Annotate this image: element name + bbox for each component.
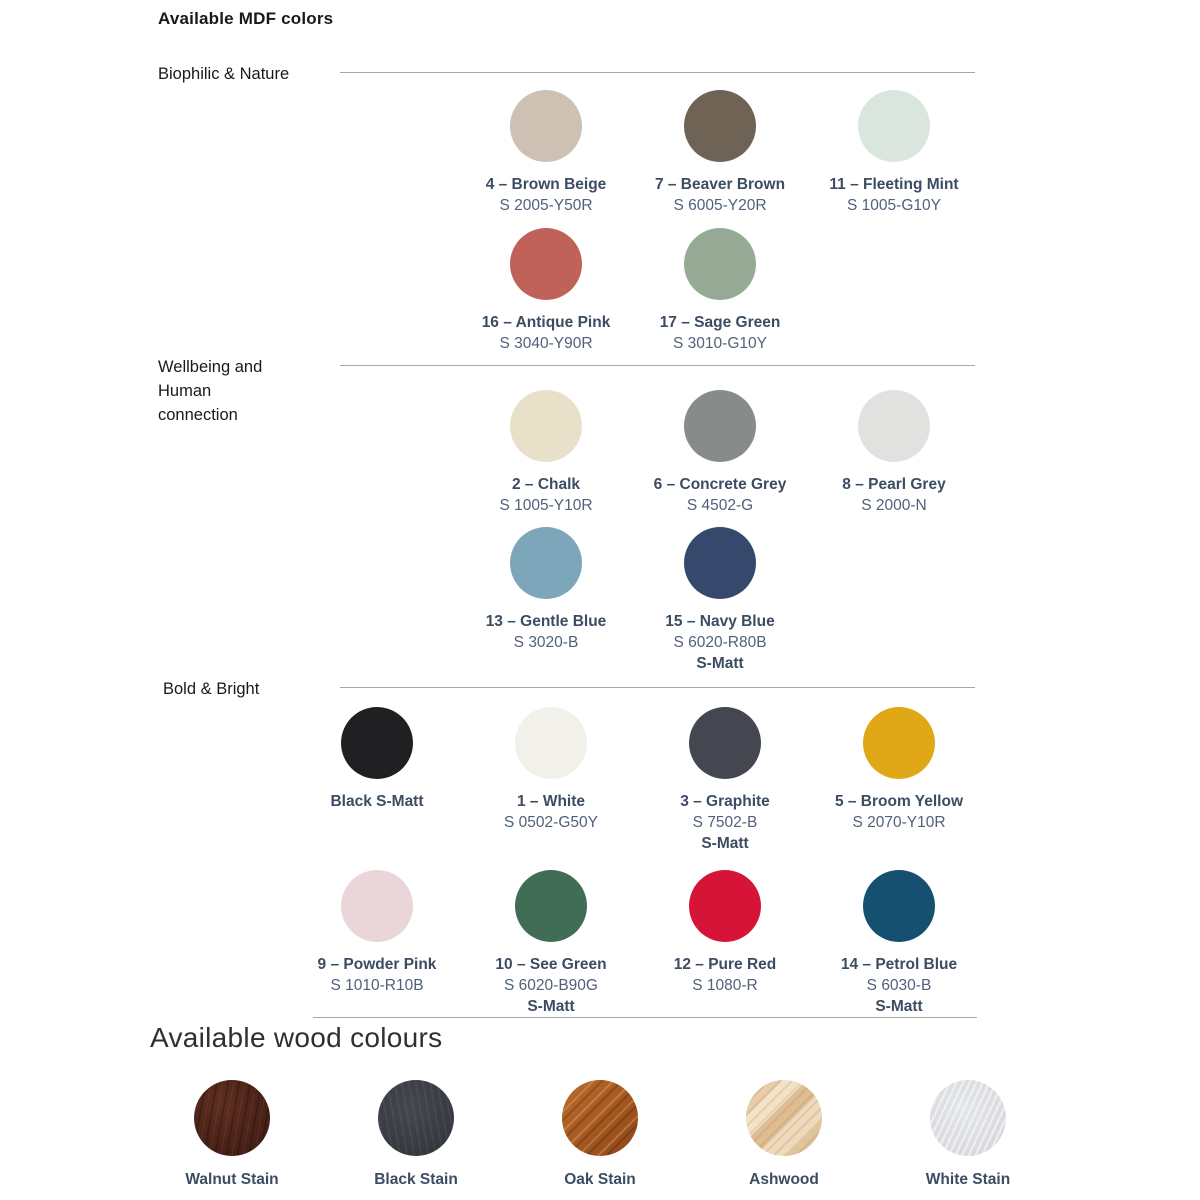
swatch-name: 1 – White	[516, 793, 586, 810]
swatch-name: 10 – See Green	[495, 956, 607, 973]
wood-section-title: Available wood colours	[150, 1022, 443, 1053]
swatch-finish: S-Matt	[696, 655, 744, 672]
swatch-circle	[863, 707, 935, 779]
swatch-circle	[510, 90, 582, 162]
swatch-circle	[863, 870, 935, 942]
swatch-name: 6 – Concrete Grey	[653, 476, 787, 493]
swatch-name: Black S-Matt	[330, 793, 424, 810]
section-heading: Wellbeing and Human connection	[158, 358, 263, 424]
color-swatch	[459, 90, 633, 216]
swatch-code: S 3020-B	[513, 634, 579, 651]
swatch-row	[459, 90, 981, 216]
swatch-name: 12 – Pure Red	[673, 956, 777, 973]
swatch-name: 17 – Sage Green	[659, 314, 781, 331]
swatch-code: S 7502-B	[692, 814, 758, 831]
swatch-name: 9 – Powder Pink	[317, 956, 437, 973]
swatch-row	[290, 870, 986, 1017]
swatch-code: S 1005-Y10R	[499, 497, 593, 514]
color-swatch	[692, 1080, 876, 1190]
swatch-name: 13 – Gentle Blue	[485, 613, 607, 630]
section-heading: Bold & Bright	[163, 680, 260, 698]
color-swatch	[638, 870, 812, 1017]
swatch-circle	[684, 90, 756, 162]
color-swatch	[324, 1080, 508, 1190]
color-swatch	[459, 228, 633, 354]
swatch-name: Ashwood	[749, 1171, 819, 1188]
swatch-circle	[858, 390, 930, 462]
swatch-circle	[515, 870, 587, 942]
swatch-code: S 2000-N	[861, 497, 927, 514]
swatch-code: S 6020-R80B	[673, 634, 767, 651]
swatch-code: S 2070-Y10R	[852, 814, 946, 831]
swatch-code: S 1005-G10Y	[847, 197, 941, 214]
swatch-name: 16 – Antique Pink	[481, 314, 611, 331]
color-swatch	[508, 1080, 692, 1190]
swatch-name: 8 – Pearl Grey	[842, 476, 946, 493]
swatch-name: 7 – Beaver Brown	[654, 176, 786, 193]
swatch-row	[459, 527, 807, 674]
swatch-circle	[858, 90, 930, 162]
swatch-code: S 4502-G	[686, 497, 754, 514]
swatch-name: Walnut Stain	[185, 1171, 279, 1188]
swatch-circle	[515, 707, 587, 779]
color-swatch	[812, 870, 986, 1017]
page-title: Available MDF colors	[158, 9, 334, 28]
section-divider	[340, 687, 975, 688]
swatch-circle	[930, 1080, 1006, 1156]
swatch-name: 2 – Chalk	[511, 476, 581, 493]
swatch-finish: S-Matt	[875, 998, 923, 1015]
swatch-circle	[341, 870, 413, 942]
color-swatch	[638, 707, 812, 854]
color-swatch	[459, 390, 633, 516]
color-swatch	[290, 870, 464, 1017]
swatch-finish: S-Matt	[701, 835, 749, 852]
wood-divider	[313, 1017, 977, 1018]
swatch-circle	[746, 1080, 822, 1156]
color-swatch	[633, 527, 807, 674]
swatch-row	[459, 228, 807, 354]
swatch-circle	[684, 390, 756, 462]
swatch-name: Oak Stain	[564, 1171, 636, 1188]
color-swatch	[633, 390, 807, 516]
color-swatch	[633, 90, 807, 216]
swatch-circle	[510, 390, 582, 462]
swatch-name: Black Stain	[374, 1171, 458, 1188]
swatch-code: S 3040-Y90R	[499, 335, 593, 352]
swatch-circle	[689, 870, 761, 942]
swatch-name: 15 – Navy Blue	[665, 613, 775, 630]
swatch-circle	[684, 527, 756, 599]
swatch-finish: S-Matt	[527, 998, 575, 1015]
swatch-code: S 6005-Y20R	[673, 197, 767, 214]
section-divider	[340, 365, 975, 366]
wood-swatch-row	[140, 1080, 1060, 1190]
swatch-circle	[689, 707, 761, 779]
swatch-row	[290, 707, 986, 854]
swatch-code: S 1080-R	[692, 977, 758, 994]
color-swatch	[807, 390, 981, 516]
swatch-name: 11 – Fleeting Mint	[829, 176, 959, 193]
swatch-code: S 0502-G50Y	[504, 814, 598, 831]
swatch-circle	[562, 1080, 638, 1156]
color-swatch	[812, 707, 986, 854]
swatch-code: S 1010-R10B	[330, 977, 424, 994]
color-swatch	[633, 228, 807, 354]
swatch-circle	[510, 228, 582, 300]
swatch-circle	[341, 707, 413, 779]
color-swatch	[459, 527, 633, 674]
color-swatch	[464, 707, 638, 854]
color-swatch	[807, 90, 981, 216]
swatch-code: S 6030-B	[866, 977, 932, 994]
color-swatch	[876, 1080, 1060, 1190]
swatch-circle	[684, 228, 756, 300]
swatch-name: 5 – Broom Yellow	[834, 793, 964, 810]
swatch-circle	[194, 1080, 270, 1156]
swatch-name: 14 – Petrol Blue	[840, 956, 958, 973]
color-swatch	[140, 1080, 324, 1190]
swatch-name: White Stain	[925, 1171, 1011, 1188]
swatch-row	[459, 390, 981, 516]
color-swatch	[464, 870, 638, 1017]
swatch-circle	[510, 527, 582, 599]
swatch-name: 3 – Graphite	[680, 793, 770, 810]
swatch-code: S 3010-G10Y	[673, 335, 767, 352]
swatch-name: 4 – Brown Beige	[485, 176, 607, 193]
swatch-circle	[378, 1080, 454, 1156]
section-heading: Biophilic & Nature	[158, 65, 290, 83]
section-divider	[340, 72, 975, 73]
swatch-code: S 6020-B90G	[504, 977, 598, 994]
color-swatch	[290, 707, 464, 854]
swatch-code: S 2005-Y50R	[499, 197, 593, 214]
